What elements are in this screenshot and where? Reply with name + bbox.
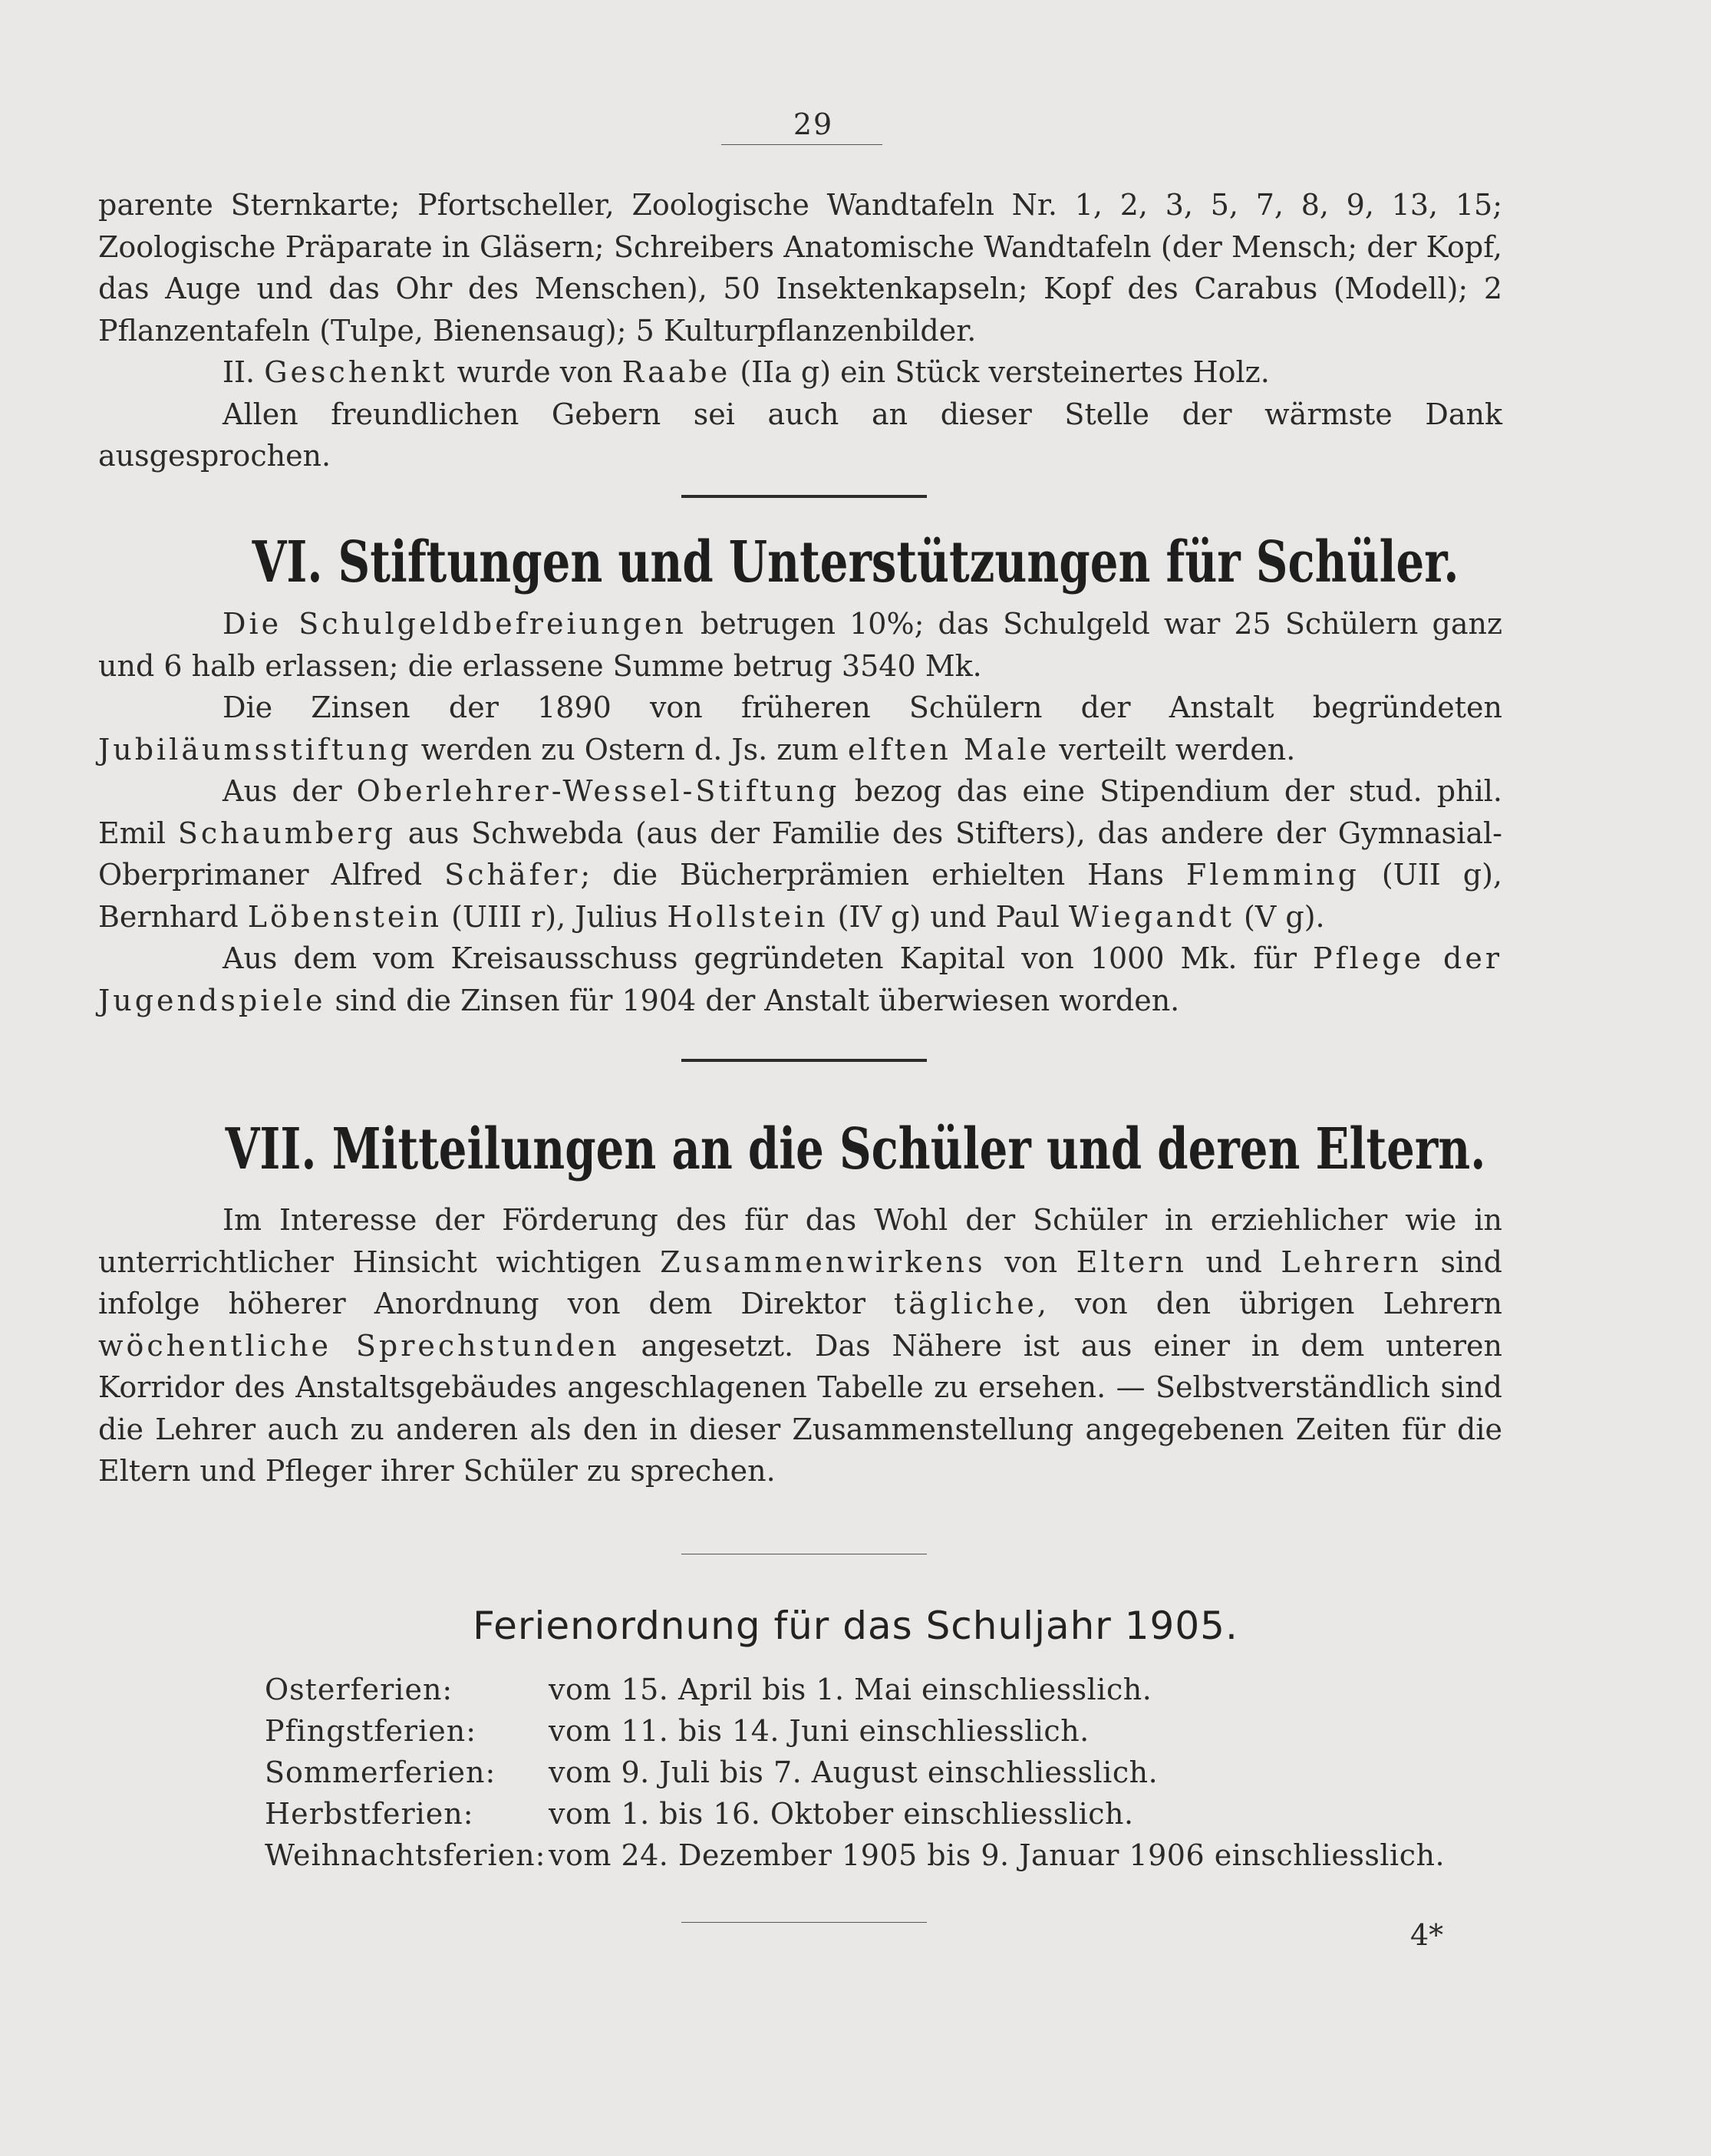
holiday-dates: vom 1. bis 16. Oktober einschliesslich.: [549, 1797, 1134, 1831]
holiday-row: [265, 1793, 1445, 1835]
holiday-name: Pfingstferien:: [265, 1714, 476, 1748]
s6-p1-spaced: Die Schulgeldbefreiungen: [223, 607, 687, 641]
holiday-name: Osterferien:: [265, 1673, 453, 1706]
holiday-table: [265, 1669, 1445, 1876]
s6-p3-mid3: ; die Bücherprämien erhielten Hans: [580, 858, 1164, 892]
s7-p1-spaced1: Zusammenwirkens: [660, 1244, 986, 1279]
holiday-dates: vom 11. bis 14. Juni einschliesslich.: [549, 1714, 1090, 1748]
s6-p3-name2: Schäfer: [444, 858, 581, 892]
s6-p3-name1: Schaumberg: [177, 816, 397, 850]
holidays-heading: Ferienordnung für das Schuljahr 1905.: [473, 1604, 1238, 1648]
section-6-body: [98, 603, 1502, 1021]
s6-p4-start: Aus dem vom Kreisausschuss gegründeten Kapital von 1000 Mk. für: [223, 941, 1297, 975]
s7-p1-spaced5: wöchentliche Sprechstunden: [98, 1328, 620, 1363]
s6-p3-mid1: bezog das eine Stipendium der stud. phil. Emil: [98, 774, 1502, 850]
holiday-name: Sommerferien:: [265, 1755, 496, 1789]
s6-p4-spaced: Pflege der Jugendspiele: [98, 941, 1502, 1017]
holiday-dates: vom 24. Dezember 1905 bis 9. Januar 1906 einschliesslich.: [549, 1838, 1446, 1872]
s6-paragraph-2: [98, 687, 1502, 770]
s6-p4-end: sind die Zinsen für 1904 der Anstalt überwiesen worden.: [335, 983, 1180, 1017]
page-number-underline: [721, 144, 882, 145]
s6-p3-name6: Wiegandt: [1068, 899, 1235, 934]
s6-paragraph-3: [98, 770, 1502, 938]
holiday-name: Weihnachtsferien:: [265, 1838, 546, 1872]
s6-p3-name5: Hollstein: [667, 899, 829, 934]
s7-p1-mid1: von: [1004, 1244, 1058, 1279]
section-divider-2: [681, 1059, 927, 1062]
s7-p1-spaced2: Eltern: [1076, 1244, 1187, 1279]
signature-mark: 4*: [1410, 1918, 1444, 1952]
s6-p3-name3: Flemming: [1185, 858, 1360, 892]
s6-p3-end: (V g).: [1244, 899, 1325, 934]
s7-p1-start: Im Interesse der Förderung des für das Wohl der Schüler in erziehlicher wie in unterrichtlicher Hinsicht wichtigen: [98, 1203, 1502, 1279]
gift-paragraph: [98, 351, 1502, 394]
holiday-dates: vom 9. Juli bis 7. August einschliesslich.: [549, 1755, 1159, 1789]
section-divider-1: [681, 495, 927, 498]
s6-p3-start: Aus der: [223, 774, 342, 808]
holiday-dates: vom 15. April bis 1. Mai einschliesslich.: [549, 1673, 1152, 1706]
s7-p1-mid4: , von den übrigen Lehrern: [1037, 1287, 1502, 1320]
s6-p2-mid: werden zu Ostern d. Js. zum: [420, 732, 839, 766]
gift-spaced: Geschenkt: [264, 355, 448, 389]
gift-name: Raabe: [621, 355, 731, 389]
s6-p2-spaced2: elften Male: [847, 732, 1050, 766]
s7-p1-mid2: und: [1205, 1244, 1262, 1279]
holiday-name: Herbstferien:: [265, 1797, 474, 1831]
s6-p3-name4: Löbenstein: [247, 899, 443, 934]
s6-p3-mid4: (UII g), Bernhard: [98, 858, 1502, 934]
s7-p1-end: angesetzt. Das Nähere ist aus einer in dem unteren Korridor des Anstaltsgebäudes angeschlagenen Tabelle zu ersehen. — Selbstverständlich sind die Lehrer auch zu anderen als den in dieser Zusammenstellung angegebenen Zeiten für die Eltern und Pfleger ihrer Schüler zu sprechen.: [98, 1328, 1502, 1488]
s7-p1-spaced3: Lehrern: [1281, 1244, 1422, 1279]
s7-p1-spaced4: tägliche: [894, 1287, 1037, 1320]
s6-p2-spaced: Jubiläumsstiftung: [98, 732, 412, 766]
s6-p1-rest: betrugen 10%; das Schulgeld war 25 Schülern ganz und 6 halb erlassen; die erlassene Summe betrug 3540 Mk.: [98, 607, 1502, 683]
gift-mid: wurde von: [457, 355, 613, 389]
holiday-row: [265, 1835, 1445, 1876]
s7-p1-mid3: sind infolge höherer Anordnung von dem Direktor: [98, 1244, 1502, 1320]
holiday-row: [265, 1710, 1445, 1752]
s7-paragraph-1: [98, 1199, 1502, 1492]
intro-paragraph: parente Sternkarte; Pfortscheller, Zoologische Wandtafeln Nr. 1, 2, 3, 5, 7, 8, 9, 13, 15; Zoologische Präparate in Gläsern; Schreibers Anatomische Wandtafeln (der Mensch; der Kopf, das Auge und das Ohr des Menschen), 50 Insektenkapseln; Kopf des Carabus (Modell); 2 Pflanzentafeln (Tulpe, Bienensaug); 5 Kulturpflanzenbilder.: [98, 188, 1502, 348]
gift-prefix: II.: [223, 355, 255, 389]
holiday-row: [265, 1752, 1445, 1793]
s6-paragraph-1: [98, 603, 1502, 687]
section-6-heading: VI. Stiftungen und Unterstützungen für Schüler.: [252, 529, 1459, 595]
s6-paragraph-4: [98, 938, 1502, 1021]
thanks-paragraph: Allen freundlichen Gebern sei auch an dieser Stelle der wärmste Dank ausgesprochen.: [98, 397, 1502, 473]
page-number: 29: [793, 107, 834, 141]
s6-p3-spaced: Oberlehrer-Wessel-Stiftung: [356, 774, 840, 808]
s6-p2-start: Die Zinsen der 1890 von früheren Schülern der Anstalt begründeten: [223, 691, 1502, 724]
bottom-divider: [681, 1922, 927, 1923]
s6-p3-mid5: (UIII r), Julius: [451, 899, 658, 934]
gift-rest: (IIa g) ein Stück versteinertes Holz.: [740, 355, 1270, 389]
s6-p2-end: verteilt werden.: [1059, 732, 1296, 766]
holiday-row: [265, 1669, 1445, 1710]
s6-p3-mid2: aus Schwebda (aus der Familie des Stifters), das andere der Gymnasial-Oberprimaner Alfred: [98, 816, 1502, 892]
s6-p3-mid6: (IV g) und Paul: [837, 899, 1060, 934]
section-7-heading: VII. Mitteilungen an die Schüler und deren Eltern.: [225, 1116, 1486, 1182]
intro-block: [98, 184, 1502, 477]
section-7-body: [98, 1199, 1502, 1492]
